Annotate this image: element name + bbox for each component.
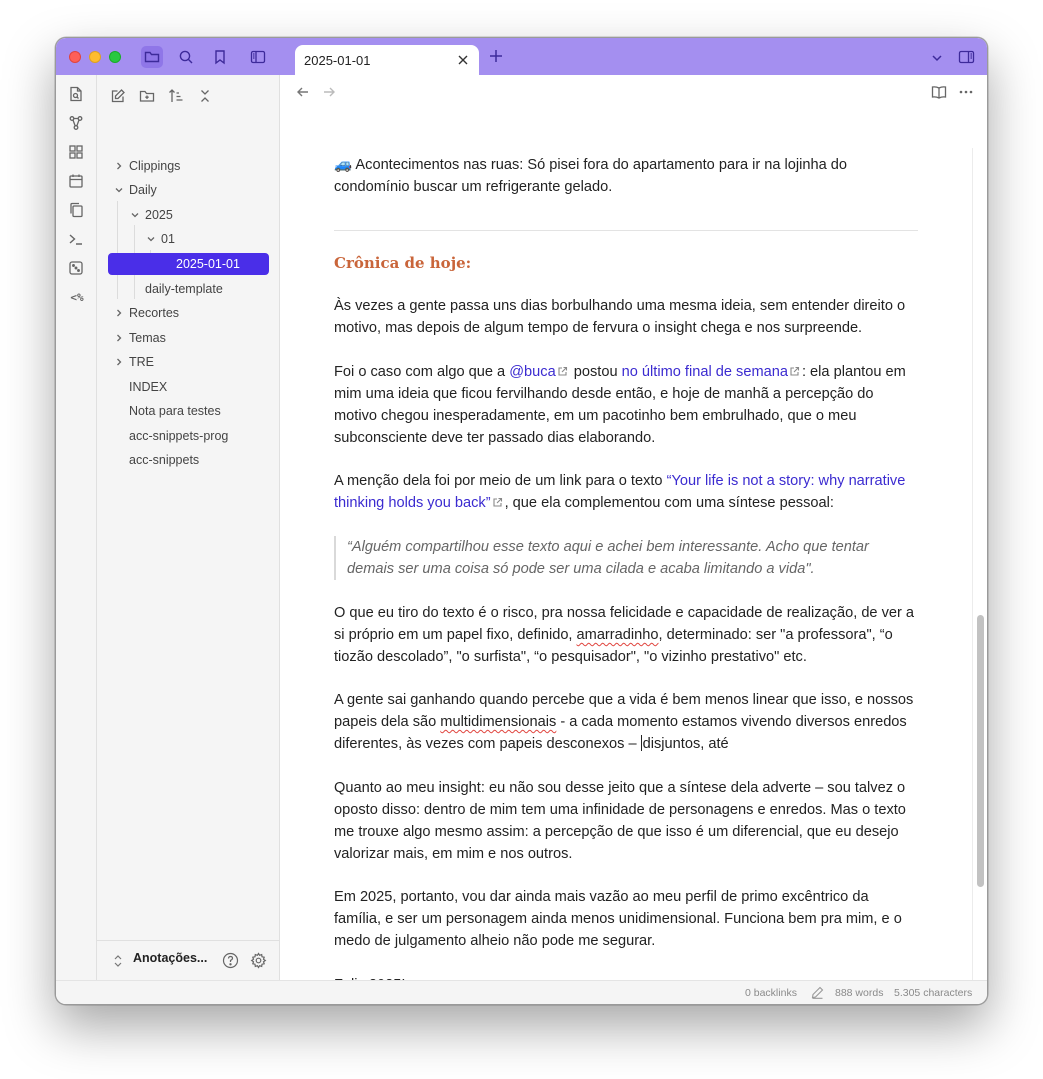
file-search-icon	[68, 86, 84, 102]
chevron-down-icon[interactable]	[930, 51, 944, 65]
chevrons-collapse-icon	[197, 88, 213, 104]
chevron-right-icon	[113, 160, 125, 172]
tree-file-acc-snippets[interactable]: acc-snippets	[129, 453, 200, 467]
terminal-icon	[68, 231, 84, 247]
tree-indent-guide	[117, 201, 118, 299]
tree-folder-temas[interactable]: Temas	[113, 327, 166, 349]
search-button[interactable]	[175, 46, 197, 68]
link-buca[interactable]: @buca	[509, 364, 556, 380]
toggle-left-sidebar-button[interactable]	[247, 46, 269, 68]
ribbon	[56, 75, 97, 1004]
new-note-button[interactable]	[109, 87, 127, 105]
more-options-icon[interactable]	[958, 84, 974, 100]
collapse-all-button[interactable]	[196, 87, 214, 105]
chevron-right-icon	[113, 332, 125, 344]
new-tab-icon[interactable]	[488, 48, 504, 64]
paragraph-em-2025: Em 2025, portanto, vou dar ainda mais vazão ao meu perfil de primo excêntrico da família, e ser um personagem ainda menos unidimensional. Funciona bem pra mim, e o medo de julgamento alheio não pode me segurar.	[334, 889, 902, 949]
tree-folder-clippings[interactable]: Clippings	[113, 155, 180, 177]
gear-icon[interactable]	[250, 952, 267, 969]
tree-folder-01[interactable]: 01	[145, 228, 175, 250]
sidebar-right-icon[interactable]	[958, 49, 975, 65]
canvas-button[interactable]	[67, 143, 85, 161]
search-icon	[178, 49, 194, 65]
bookmark-icon	[212, 49, 228, 65]
chevrons-up-down-icon[interactable]	[113, 954, 123, 968]
help-icon[interactable]	[222, 952, 239, 969]
misspelled-word[interactable]: amarradinho	[576, 627, 659, 643]
tree-file-2025-01-01[interactable]: 2025-01-01	[108, 253, 269, 275]
chevron-down-icon	[129, 209, 141, 221]
file-explorer-button[interactable]	[141, 46, 163, 68]
link-your-life-is-not-a-story[interactable]: “Your life is not a story: why narrative thinking holds you back”	[334, 473, 906, 511]
tree-folder-recortes[interactable]: Recortes	[113, 302, 179, 324]
chevron-down-icon	[113, 184, 125, 196]
scrollbar-thumb[interactable]	[977, 615, 984, 887]
text-cursor	[641, 735, 642, 751]
calendar-icon	[68, 173, 84, 189]
copy-icon	[68, 202, 84, 218]
chevron-down-icon	[145, 233, 157, 245]
title-bar	[56, 38, 987, 75]
close-window-button[interactable]	[69, 51, 81, 63]
external-link-icon	[557, 366, 568, 377]
chevron-right-icon	[113, 356, 125, 368]
sort-ascending-icon	[168, 88, 184, 104]
blockquote: “Alguém compartilhou esse texto aqui e achei bem interessante. Acho que tentar demais ser uma coisa só pode ser uma cilada e acaba limitando a vida".	[334, 536, 919, 580]
templater-button[interactable]	[66, 288, 88, 306]
status-backlinks[interactable]: 0 backlinks	[745, 987, 797, 999]
chevron-right-icon	[113, 307, 125, 319]
vault-footer	[97, 940, 279, 980]
heading-cronica: Crônica de hoje:	[334, 254, 472, 272]
edit-icon	[110, 88, 126, 104]
pencil-icon[interactable]	[811, 986, 824, 999]
random-note-button[interactable]	[67, 259, 85, 277]
layout-grid-icon	[68, 144, 84, 160]
templater-icon: <%	[70, 290, 84, 304]
dice-icon	[68, 260, 84, 276]
tree-file-acc-snippets-prog[interactable]: acc-snippets-prog	[129, 429, 229, 443]
car-emoji-icon: 🚙	[334, 157, 353, 173]
external-link-icon	[492, 497, 503, 508]
tree-file-nota-para-testes[interactable]: Nota para testes	[129, 404, 221, 418]
link-ultimo-final-de-semana[interactable]: no último final de semana	[621, 364, 788, 380]
vault-switcher[interactable]: Anotações...	[133, 951, 208, 965]
tab-active-note[interactable]	[295, 45, 479, 75]
paragraph-mencao: A menção dela foi por meio de um link para o texto “Your life is not a story: why narrative thinking holds you back” , que ela complementou com uma síntese pessoal:	[334, 473, 906, 511]
status-word-count: 888 words	[835, 987, 884, 999]
scroll-track	[972, 148, 973, 980]
tree-file-index[interactable]: INDEX	[129, 380, 168, 394]
status-character-count: 5.305 characters	[894, 987, 973, 999]
minimize-window-button[interactable]	[89, 51, 101, 63]
new-folder-button[interactable]	[138, 87, 156, 105]
paragraph-a-gente-sai: A gente sai ganhando quando percebe que a vida é bem menos linear que isso, e nossos papeis dela são multidimensionais - a cada momento estamos vivendo diversos enredos diferentes, às vezes com papeis desconexos – disjuntos, até	[334, 692, 914, 752]
paragraph-buca: Foi o caso com algo que a @buca postou no último final de semana : ela plantou em mim uma ideia que ficou fervilhando desde então, e hoje de manhã a percepção do motivo chegou inesperadamente, em um pacotinho bem embrulhado, que o meu subconsciente deve ter passado dias elaborando.	[334, 364, 906, 446]
sidebar-left-icon	[250, 49, 266, 65]
external-link-icon	[789, 366, 800, 377]
graph-icon	[68, 115, 84, 131]
paragraph-o-que-eu-tiro: O que eu tiro do texto é o risco, pra nossa felicidade e capacidade de realização, de ver a si próprio em um papel fixo, definido, amarradinho, determinado: ser "a professora", “o tiozão descolado”, "o surfista", “o pesquisador", "o vizinho prestativo" etc.	[334, 605, 915, 665]
graph-view-button[interactable]	[67, 114, 85, 132]
paragraph-insight: Quanto ao meu insight: eu não sou desse jeito que a síntese dela adverte – sou talvez o oposto disso: dentro de mim tem uma infinidade de personagens e enredos. Mas o texto me trouxe algo mesmo assim: a percepção de que isso é um diferencial, que eu desejo valorizar mais, em mim e nos outros.	[334, 780, 906, 862]
maximize-window-button[interactable]	[109, 51, 121, 63]
folder-plus-icon	[139, 88, 155, 104]
command-palette-button[interactable]	[67, 230, 85, 248]
file-explorer-sidebar	[97, 75, 280, 980]
misspelled-word[interactable]: multidimensionais	[440, 714, 557, 730]
change-sort-order-button[interactable]	[167, 87, 185, 105]
tree-file-daily-template[interactable]: daily-template	[145, 282, 223, 296]
bookmarks-button[interactable]	[209, 46, 231, 68]
book-open-icon[interactable]	[931, 84, 947, 100]
tree-folder-2025[interactable]: 2025	[129, 204, 173, 226]
open-quick-switcher-button[interactable]	[67, 85, 85, 103]
editor-pane	[280, 75, 987, 980]
daily-note-button[interactable]	[67, 172, 85, 190]
status-bar	[56, 980, 987, 1004]
tab-title: 2025-01-01	[304, 52, 371, 68]
app-window	[55, 37, 988, 1005]
tree-folder-daily[interactable]: Daily	[113, 179, 157, 201]
arrow-left-icon[interactable]	[295, 84, 311, 100]
folder-icon	[144, 49, 160, 65]
tree-folder-tre[interactable]: TRE	[113, 351, 154, 373]
paragraph-intro: Às vezes a gente passa uns dias borbulhando uma mesma ideia, sem entender direito o motivo, mas depois de algum tempo de fervura o insight chega e nos surpreende.	[334, 298, 906, 336]
templates-button[interactable]	[67, 201, 85, 219]
horizontal-rule	[334, 230, 918, 231]
arrow-right-icon[interactable]	[321, 84, 337, 100]
paragraph-acontecimentos: 🚙 Acontecimentos nas ruas: Só pisei fora do apartamento para ir na lojinha do condomínio buscar um refrigerante gelado.	[334, 157, 848, 195]
close-icon[interactable]	[456, 53, 470, 67]
